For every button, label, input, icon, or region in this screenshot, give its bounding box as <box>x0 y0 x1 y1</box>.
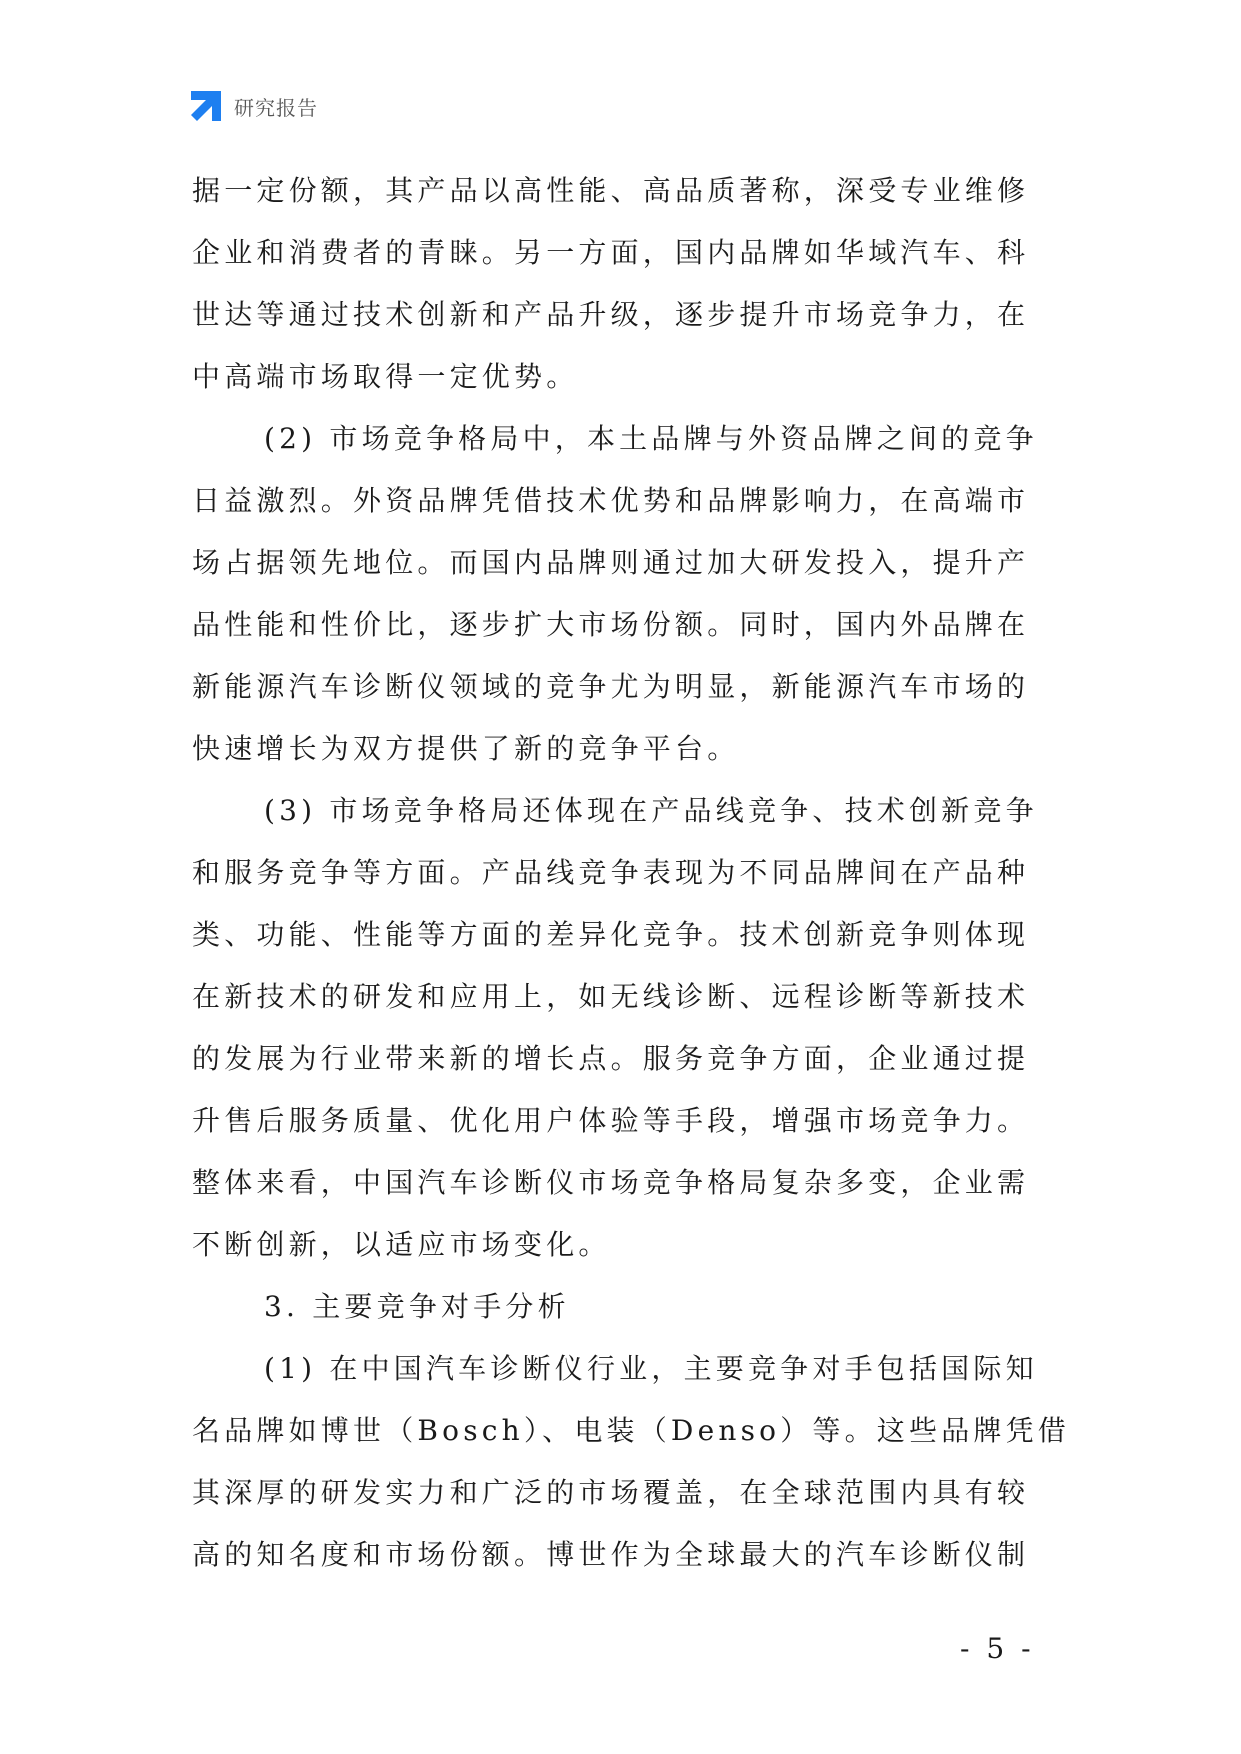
text-line: 中高端市场取得一定优势。 <box>192 360 579 393</box>
text-line: 的发展为行业带来新的增长点。服务竞争方面，企业通过提 <box>192 1042 1030 1075</box>
text-line: 不断创新，以适应市场变化。 <box>192 1228 611 1261</box>
text-line: 品性能和性价比，逐步扩大市场份额。同时，国内外品牌在 <box>192 608 1030 641</box>
page-number: - 5 - <box>960 1632 1035 1665</box>
text-line: 升售后服务质量、优化用户体验等手段，增强市场竞争力。 <box>192 1104 1030 1137</box>
text-line: 在新技术的研发和应用上，如无线诊断、远程诊断等新技术 <box>192 980 1030 1013</box>
header-title: 研究报告 <box>234 95 318 120</box>
text-line: 场占据领先地位。而国内品牌则通过加大研发投入，提升产 <box>192 546 1030 579</box>
section-heading: 3. 主要竞争对手分析 <box>264 1290 570 1323</box>
text-line: 和服务竞争等方面。产品线竞争表现为不同品牌间在产品种 <box>192 856 1030 889</box>
text-line: 快速增长为双方提供了新的竞争平台。 <box>192 732 740 765</box>
text-line: 类、功能、性能等方面的差异化竞争。技术创新竞争则体现 <box>192 918 1030 951</box>
text-line: 新能源汽车诊断仪领域的竞争尤为明显，新能源汽车市场的 <box>192 670 1030 703</box>
text-line: 名品牌如博世（Bosch）、电装（Denso）等。这些品牌凭借 <box>192 1414 1070 1447</box>
arrow-up-right-icon <box>190 90 222 122</box>
text-line: 整体来看，中国汽车诊断仪市场竞争格局复杂多变，企业需 <box>192 1166 1030 1199</box>
text-line: 高的知名度和市场份额。博世作为全球最大的汽车诊断仪制 <box>192 1538 1030 1571</box>
text-line: 据一定份额，其产品以高性能、高品质著称，深受专业维修 <box>192 174 1030 207</box>
page-header <box>190 88 318 124</box>
text-line: 日益激烈。外资品牌凭借技术优势和品牌影响力，在高端市 <box>192 484 1030 517</box>
text-line: 世达等通过技术创新和产品升级，逐步提升市场竞争力，在 <box>192 298 1030 331</box>
paragraph-2-start: (2) 市场竞争格局中，本土品牌与外资品牌之间的竞争 <box>264 422 1038 455</box>
text-line: 其深厚的研发实力和广泛的市场覆盖，在全球范围内具有较 <box>192 1476 1030 1509</box>
paragraph-4-start: (1) 在中国汽车诊断仪行业，主要竞争对手包括国际知 <box>264 1352 1038 1385</box>
text-line: 企业和消费者的青睐。另一方面，国内品牌如华域汽车、科 <box>192 236 1030 269</box>
body-text <box>192 160 1072 1586</box>
paragraph-3-start: (3) 市场竞争格局还体现在产品线竞争、技术创新竞争 <box>264 794 1038 827</box>
